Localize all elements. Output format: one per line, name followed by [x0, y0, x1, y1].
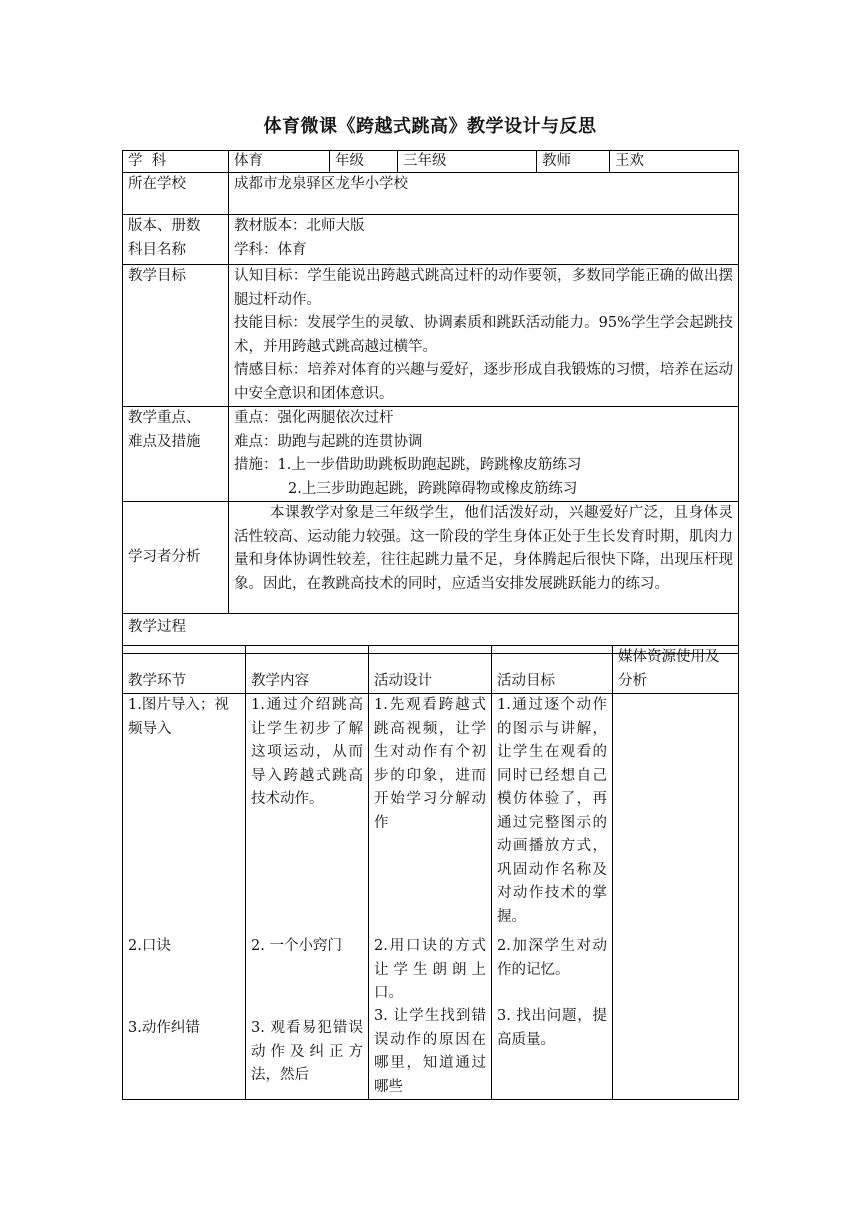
- subject-label: 学 科: [123, 151, 229, 173]
- edition-row: [123, 215, 739, 265]
- header-stage: 教学环节: [123, 646, 246, 694]
- stage-column: [123, 694, 246, 1100]
- process-label: 教学过程: [123, 614, 739, 654]
- stage-3: 3.动作纠错: [128, 1020, 200, 1036]
- goal-3: 3. 找出问题，提高质量。: [497, 1008, 607, 1048]
- keypoint-measure-2: 2.上三步助跑起跳，跨跳障碍物或橡皮筋练习: [288, 480, 578, 497]
- process-table: [122, 645, 739, 1100]
- activity-3: 3. 让学生找到错误动作的原因在哪里，知道通过哪些: [374, 1008, 486, 1095]
- school-value: 成都市龙泉驿区龙华小学校: [229, 173, 739, 215]
- goals-value: [229, 265, 739, 407]
- content-2: 2. 一个小窍门: [251, 938, 342, 954]
- header-activity: 活动设计: [369, 646, 492, 694]
- edition-value-line-2: 学科：体育: [234, 241, 307, 258]
- goal-1: 1.通过逐个动作的图示与讲解，让学生在观看的同时已经想自己模仿体验了，再通过完整图示的动画播放方式，巩固动作名称及对动作技术的掌握。: [497, 697, 607, 925]
- keypoints-value: [229, 407, 739, 502]
- keypoint-key: 重点：强化两腿依次过杆: [234, 410, 394, 426]
- stage-2: 2.口诀: [128, 938, 171, 954]
- keypoint-difficulty: 难点：助跑与起跳的连贯协调: [234, 433, 423, 450]
- process-body-row: [123, 694, 739, 1100]
- school-row: [123, 173, 739, 215]
- keypoints-label-line-2: 难点及措施: [128, 433, 201, 450]
- goal-affective: 情感目标：培养对体育的兴趣与爱好，逐步形成自我锻炼的习惯，培养在运动中安全意识和团体意识。: [234, 362, 733, 402]
- media-column: [613, 694, 739, 1100]
- document-title: 体育微课《跨越式跳高》教学设计与反思: [263, 116, 597, 137]
- school-label: 所在学校: [123, 173, 229, 215]
- grade-value: 三年级: [398, 151, 537, 173]
- goal-cognitive: 认知目标：学生能说出跨越式跳高过杆的动作要领，多数同学能正确的做出摆腿过杆动作。: [234, 268, 733, 308]
- edition-label: [123, 215, 229, 265]
- subject-row: [123, 151, 739, 173]
- keypoint-measure-1: 措施：1.上一步借助助跳板助跑起跳，跨跳橡皮筋练习: [234, 457, 582, 473]
- learner-value: 本课教学对象是三年级学生，他们活泼好动，兴趣爱好广泛，且身体灵活性较高、运动能力较强。这一阶段的学生身体正处于生长发育时期，肌肉力量和身体协调性较差，往往起跳力量不足，身体腾起后很快下降，出现压杆现象。因此，在教跳高技术的同时，应适当安排发展跳跃能力的练习。: [229, 502, 739, 614]
- teacher-label: 教师: [537, 151, 610, 173]
- header-goal: 活动目标: [492, 646, 613, 694]
- keypoints-label-line-1: 教学重点、: [128, 410, 201, 426]
- process-header-row: [123, 646, 739, 694]
- keypoints-label: [123, 407, 229, 502]
- learner-row: [123, 502, 739, 614]
- activity-column: [369, 694, 492, 1100]
- header-media: 媒体资源使用及分析: [613, 646, 739, 694]
- goals-label: 教学目标: [123, 265, 229, 407]
- content-3: 3. 观看易犯错误动作及纠正方法，然后: [251, 1020, 363, 1083]
- edition-value-line-1: 教材版本：北师大版: [234, 218, 365, 234]
- goal-2: 2.加深学生对动作的记忆。: [497, 938, 607, 978]
- goal-column: [492, 694, 613, 1100]
- grade-label: 年级: [330, 151, 398, 173]
- edition-label-line-1: 版本、册数: [128, 218, 201, 234]
- learner-label: 学习者分析: [123, 502, 229, 614]
- edition-value: [229, 215, 739, 265]
- subject-value: 体育: [229, 151, 330, 173]
- goal-skill: 技能目标：发展学生的灵敏、协调素质和跳跃活动能力。95%学生学会起跳技术，并用跨越式跳高越过横竿。: [234, 315, 733, 355]
- stage-1: 1.图片导入；视频导入: [128, 697, 229, 737]
- edition-label-line-2: 科目名称: [128, 241, 186, 258]
- header-content: 教学内容: [246, 646, 369, 694]
- goals-row: [123, 265, 739, 407]
- content-column: [246, 694, 369, 1100]
- teacher-value: 王欢: [610, 151, 739, 173]
- info-table: [122, 150, 739, 654]
- activity-1: 1.先观看跨越式跳高视频，让学生对动作有个初步的印象，进而开始学习分解动作: [374, 697, 486, 831]
- keypoints-row: [123, 407, 739, 502]
- content-1: 1.通过介绍跳高让学生初步了解这项运动，从而导入跨越式跳高技术动作。: [251, 697, 363, 807]
- activity-2: 2.用口诀的方式让学生朗朗上口。: [374, 938, 486, 1001]
